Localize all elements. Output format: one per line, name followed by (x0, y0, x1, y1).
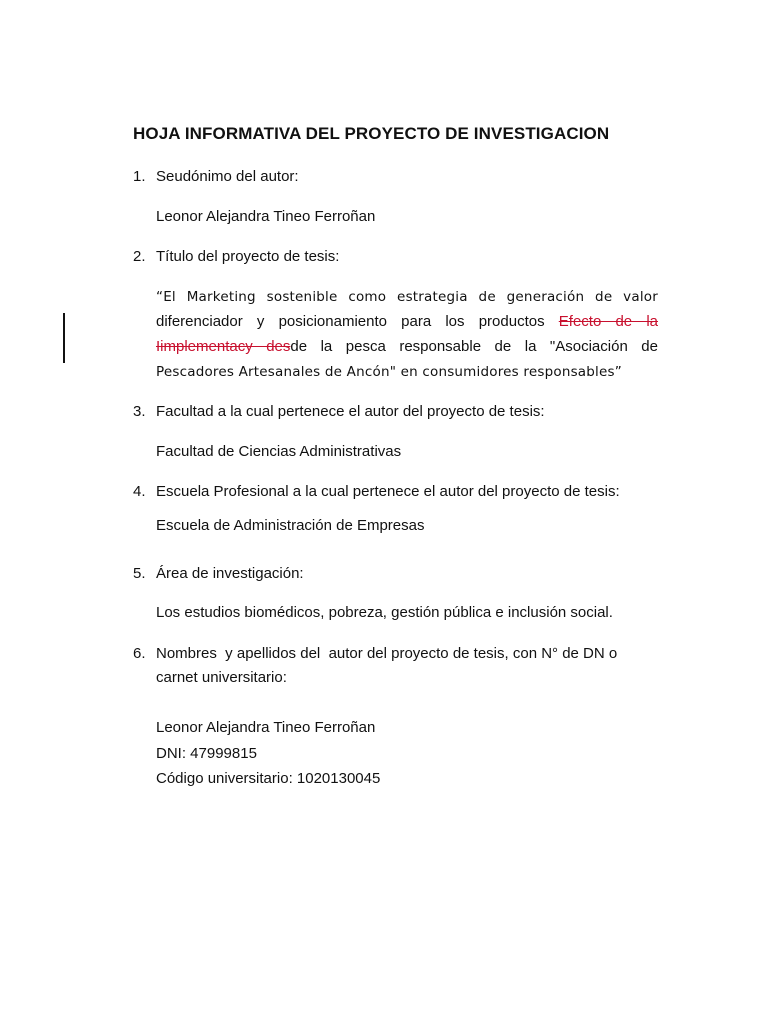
deleted-text: Efecto de la (558, 313, 659, 330)
thesis-title-line-1: “El Marketing sostenible como estrategia de generación de valor (156, 289, 658, 305)
section-1-label: Seudónimo del autor: (156, 168, 299, 185)
section-6-label-line-2: carnet universitario: (156, 669, 287, 686)
thesis-title-line-3-text: de la pesca responsable de la "Asociación de (290, 338, 658, 355)
section-1-value: Leonor Alejandra Tineo Ferroñan (156, 208, 376, 225)
thesis-title-line-2 (156, 313, 658, 330)
author-dni: DNI: 47999815 (156, 745, 257, 762)
document-title: HOJA INFORMATIVA DEL PROYECTO DE INVESTIGACION (133, 124, 610, 143)
section-4-value: Escuela de Administración de Empresas (156, 517, 425, 534)
section-5-number: 5. (133, 565, 146, 582)
thesis-title-line-3 (156, 338, 658, 355)
section-5-value: Los estudios biomédicos, pobreza, gestión pública e inclusión social. (156, 604, 613, 621)
section-5-label: Área de investigación: (156, 565, 304, 582)
thesis-title-line-2-text: diferenciador y posicionamiento para los productos (156, 313, 545, 330)
section-1-number: 1. (133, 168, 146, 185)
section-6-label-line-1: Nombres y apellidos del autor del proyecto de tesis, con N° de DN o (156, 645, 618, 662)
section-2-number: 2. (133, 248, 146, 265)
section-6-number: 6. (133, 645, 146, 662)
section-2-label: Título del proyecto de tesis: (156, 248, 340, 265)
author-name: Leonor Alejandra Tineo Ferroñan (156, 719, 376, 736)
section-3-value: Facultad de Ciencias Administrativas (156, 443, 402, 460)
author-student-code: Código universitario: 1020130045 (156, 770, 381, 787)
thesis-title-line-4: Pescadores Artesanales de Ancón" en consumidores responsables” (156, 364, 622, 380)
section-4-number: 4. (133, 483, 146, 500)
section-3-number: 3. (133, 403, 146, 420)
section-4-label: Escuela Profesional a la cual pertenece el autor del proyecto de tesis: (156, 483, 620, 500)
deleted-text: Iimplementacy des (156, 338, 291, 355)
revision-change-bar (63, 313, 65, 363)
section-3-label: Facultad a la cual pertenece el autor del proyecto de tesis: (156, 403, 545, 420)
